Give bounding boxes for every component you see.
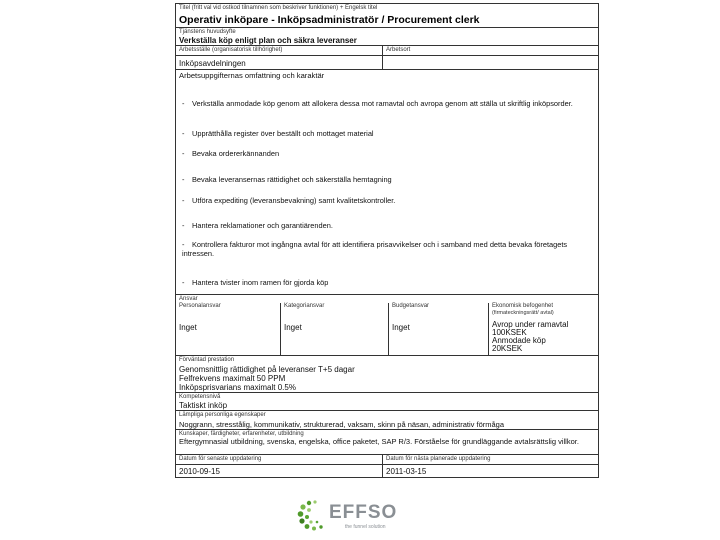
performance-row (176, 356, 598, 393)
latest-update-label: Datum för senaste uppdatering (179, 456, 262, 462)
latest-update-value: 2010-09-15 (179, 467, 220, 476)
financial-authority-line: Avrop under ramavtal (492, 320, 569, 329)
personal-qualities-row (176, 411, 598, 430)
title-note: Titel (fritt val vid ostkod tilnamnen som beskriver funktionen) + Engelsk titel (179, 5, 378, 11)
workplace-inner-line (176, 55, 598, 56)
task-item: - Bevaka leveransernas rättidighet och säkerställa hemtagning (182, 175, 392, 184)
next-update-label: Datum för nästa planerade uppdatering (386, 456, 491, 462)
tasks-label: Arbetsuppgifternas omfattning och karaktär (179, 71, 325, 80)
competence-row (176, 393, 598, 411)
budget-responsibility-label: Budgetansvar (392, 303, 430, 309)
main-purpose-row (176, 28, 598, 46)
task-item: - Hantera reklamationer och garantiärenden. (182, 221, 333, 230)
next-update-value: 2011-03-15 (386, 467, 427, 476)
responsibility-label: Ansvar (179, 296, 198, 302)
task-item: - Upprätthålla register över beställt och mottaget material (182, 129, 374, 138)
performance-line: Genomsnittlig rättidighet på leveranser T+5 dagar (179, 365, 355, 374)
performance-label: Förväntad prestation (179, 357, 235, 363)
competence-label: Kompetensnivå (179, 394, 221, 400)
main-purpose-value: Verkställa köp enligt plan och säkra leveranser (179, 36, 357, 45)
responsibility-divider (280, 303, 281, 355)
responsibility-divider (488, 303, 489, 355)
knowledge-value: Eftergymnasial utbildning, svenska, engelska, office paketet, SAP R/3. Förståelse för grundläggande avtalsrättslig villkor. (179, 437, 579, 446)
financial-authority-line: Anmodade köp (492, 336, 546, 345)
personal-qualities-label: Lämpliga personliga egenskaper (179, 412, 266, 418)
task-item: - Hantera tvister inom ramen för gjorda köp (182, 278, 329, 287)
responsibility-row (176, 295, 598, 356)
responsibility-divider (388, 303, 389, 355)
dates-inner-line (176, 464, 598, 465)
effso-logo (297, 497, 417, 533)
financial-authority-line: 100KSEK (492, 328, 527, 337)
workplace-unit-label: Arbetsställe (organisatorisk tillhörighet) (179, 47, 283, 53)
workplace-divider (382, 46, 383, 69)
performance-line: Felfrekvens maximalt 50 PPM (179, 374, 286, 383)
budget-responsibility-value: Inget (392, 323, 410, 332)
task-item: - Utföra expediting (leveransbevakning) samt kvalitetskontroller. (182, 196, 396, 205)
workplace-place-label: Arbetsort (386, 47, 411, 53)
workplace-unit-value: Inköpsavdelningen (179, 59, 246, 68)
performance-line: Inköpsprisvarians maximalt 0.5% (179, 383, 296, 392)
tasks-row (176, 70, 598, 295)
task-item: - Kontrollera fakturor mot ingångna avtal för att identifiera prisavvikelser och i samband med detta bevaka företagets intressen. (182, 240, 568, 258)
personnel-responsibility-value: Inget (179, 323, 197, 332)
financial-authority-line: 20KSEK (492, 344, 523, 353)
category-responsibility-label: Kategoriansvar (284, 303, 325, 309)
knowledge-row (176, 430, 598, 455)
document-title: Operativ inköpare - Inköpsadministratör / Procurement clerk (179, 14, 480, 26)
main-purpose-label: Tjänstens huvudsyfte (179, 29, 236, 35)
financial-authority-label: Ekonomisk befogenhet (492, 303, 554, 309)
task-item: - Bevaka ordererkännanden (182, 149, 280, 158)
logo-tagline: the funnel solution (345, 524, 386, 530)
workplace-row (176, 46, 598, 70)
job-description-document (175, 3, 599, 478)
task-item: - Verkställa anmodade köp genom att allokera dessa mot ramavtal och avropa genom att ställa ut skriftlig inköpsorder. (182, 99, 573, 108)
dates-divider (382, 455, 383, 477)
dates-row (176, 455, 598, 477)
header-row (176, 4, 598, 28)
personal-qualities-value: Noggrann, stresstålig, kommunikativ, strukturerad, vaksam, skinn på näsan, administrativ förmåga (179, 420, 504, 429)
competence-value: Taktiskt inköp (179, 401, 228, 410)
knowledge-label: Kunskaper, färdigheter, erfarenheter, utbildning (179, 431, 304, 437)
financial-authority-sublabel: (firmateckningsrätt/ avtal) (492, 310, 554, 316)
category-responsibility-value: Inget (284, 323, 302, 332)
logo-text: EFFSO (329, 502, 398, 523)
personnel-responsibility-label: Personalansvar (179, 303, 221, 309)
